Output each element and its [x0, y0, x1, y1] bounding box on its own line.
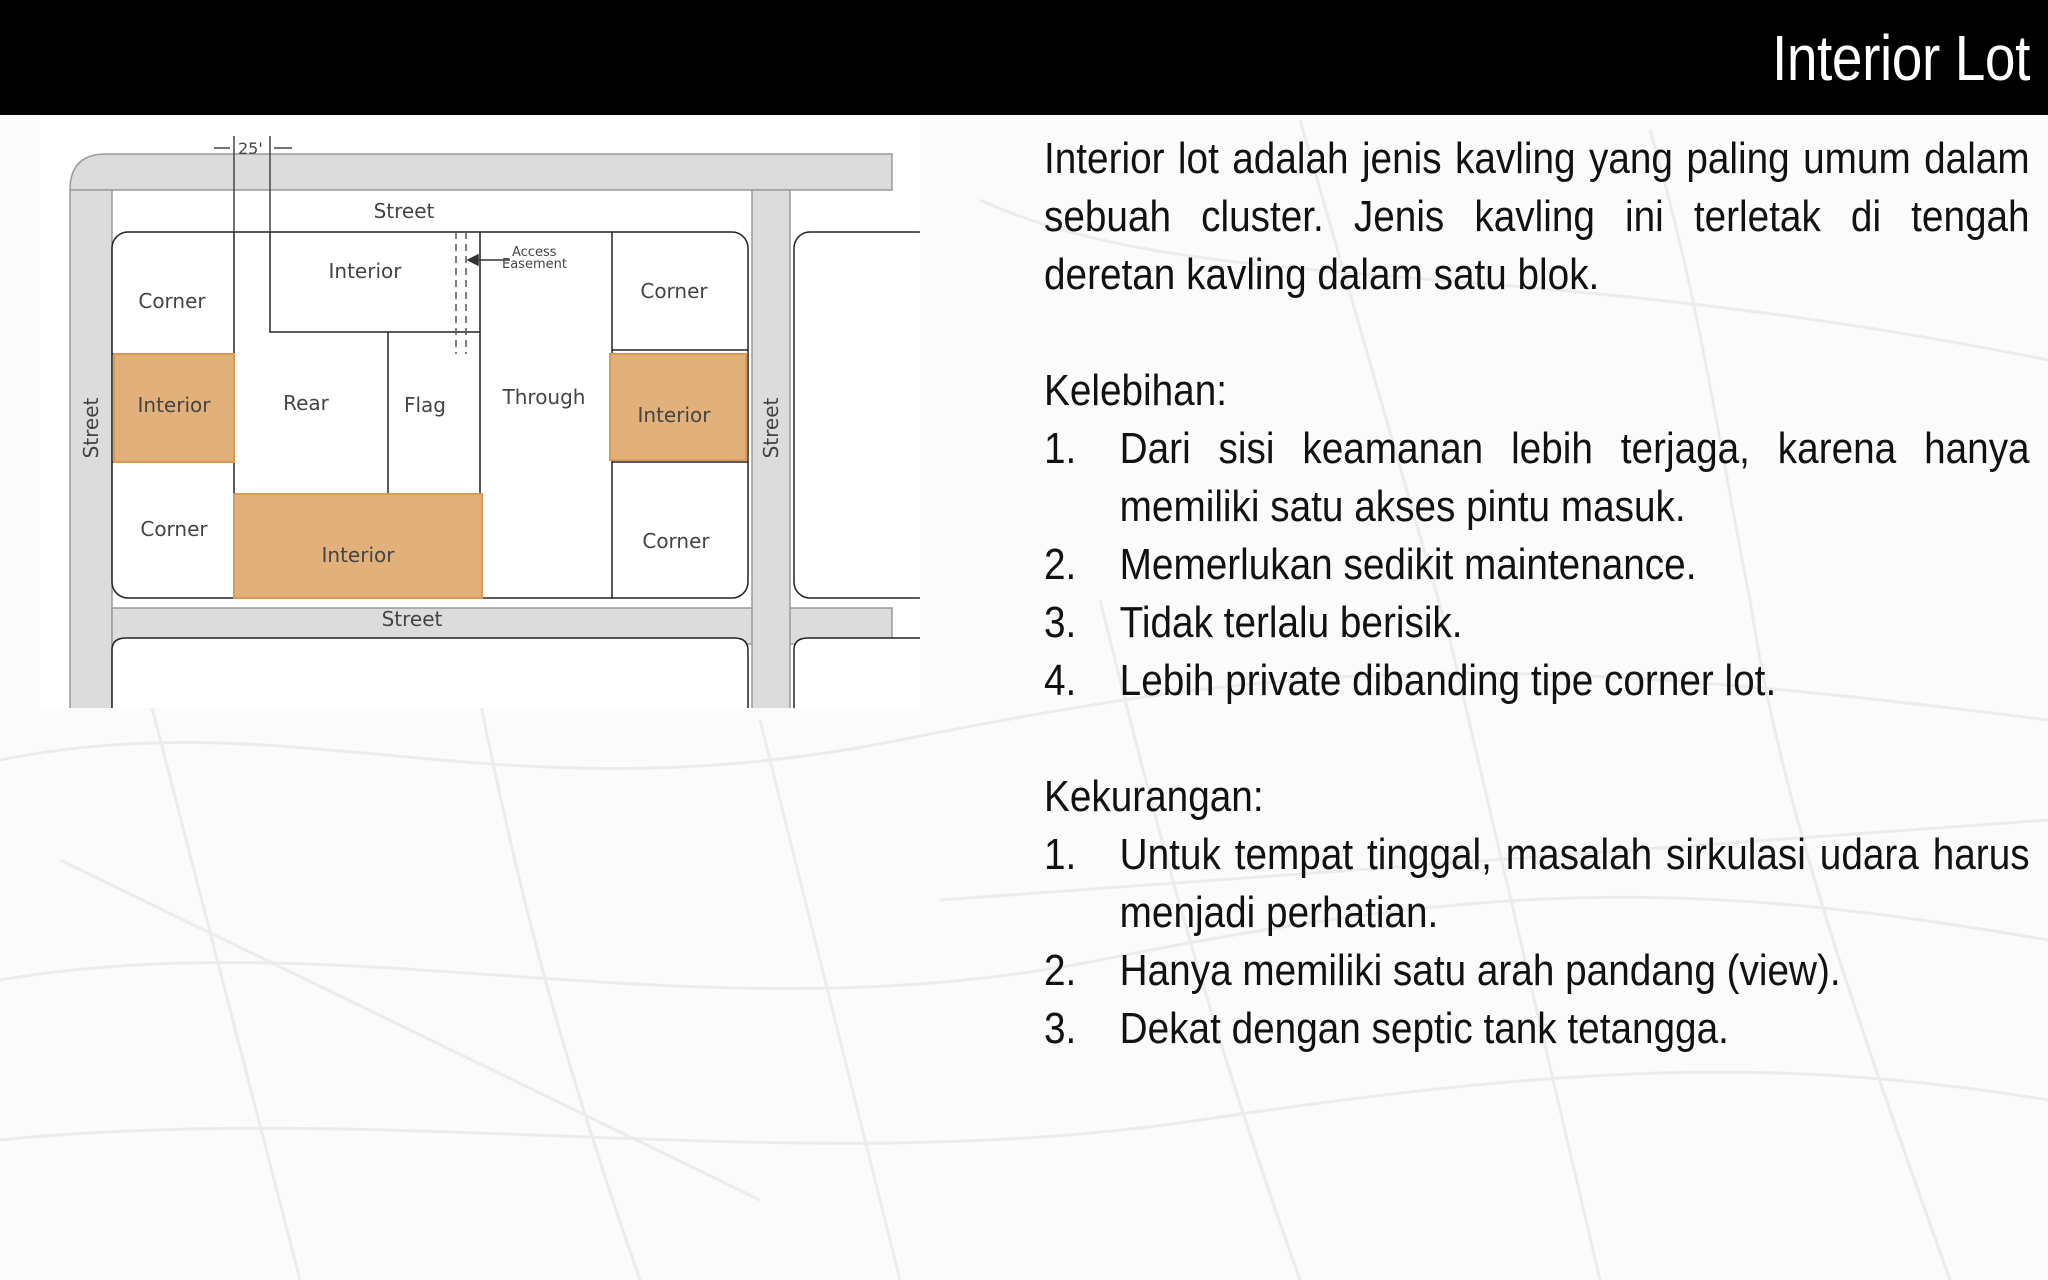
lot-label-corner-bottom-left: Corner — [140, 517, 208, 541]
street-top-band — [70, 154, 892, 190]
access-label: Access — [512, 245, 557, 260]
list-item: 4. Lebih private dibanding tipe corner lot. — [1044, 656, 1777, 705]
advantages-heading: Kelebihan: — [1044, 366, 1227, 415]
list-item: 3. Dekat dengan septic tank tetangga. — [1044, 1004, 1729, 1053]
adjacent-block-right — [794, 232, 920, 598]
description-column — [1044, 130, 2028, 1058]
lot-label-corner-top-left: Corner — [138, 289, 206, 313]
lot-diagram-panel — [40, 118, 920, 708]
lot-type-diagram — [40, 118, 920, 708]
street-label-right: Street — [759, 397, 783, 459]
disadvantages-heading: Kekurangan: — [1044, 772, 1264, 821]
easement-label: Easement — [502, 257, 567, 272]
list-item: 1. Untuk tempat tinggal, masalah sirkulasi udara harus menjadi perhatian. — [1044, 830, 2030, 937]
disadvantages-list — [1044, 826, 2030, 1058]
lot-label-interior-bottom: Interior — [321, 543, 395, 567]
list-item: 2. Hanya memiliki satu arah pandang (view). — [1044, 946, 1841, 995]
lot-label-interior-top: Interior — [328, 259, 402, 283]
advantages-list — [1044, 420, 2030, 710]
adjacent-block-bottom-right — [794, 638, 920, 708]
list-item: 1. Dari sisi keamanan lebih terjaga, karena hanya memiliki satu akses pintu masuk. — [1044, 424, 2030, 531]
list-item: 2. Memerlukan sedikit maintenance. — [1044, 540, 1697, 589]
street-label-top: Street — [373, 199, 435, 223]
lot-label-flag: Flag — [403, 393, 447, 417]
lot-label-through: Through — [502, 385, 586, 409]
street-label-bottom: Street — [381, 607, 443, 631]
title-bar — [0, 0, 2048, 115]
dimension-label: 25' — [238, 139, 263, 158]
lot-label-corner-top-right: Corner — [640, 279, 708, 303]
street-label-left: Street — [79, 397, 103, 459]
list-item: 3. Tidak terlalu berisik. — [1044, 598, 1463, 647]
slide-title: Interior Lot — [1772, 22, 2030, 94]
adjacent-block-bottom — [112, 638, 748, 708]
lot-label-interior-right: Interior — [637, 403, 711, 427]
lot-label-rear: Rear — [283, 391, 329, 415]
intro-paragraph: Interior lot adalah jenis kavling yang paling umum dalam sebuah cluster. Jenis kavling ini terletak di tengah deretan kavling dalam satu blok. — [1044, 134, 2030, 299]
lot-label-corner-bottom-right: Corner — [642, 529, 710, 553]
lot-label-interior-left: Interior — [137, 393, 211, 417]
